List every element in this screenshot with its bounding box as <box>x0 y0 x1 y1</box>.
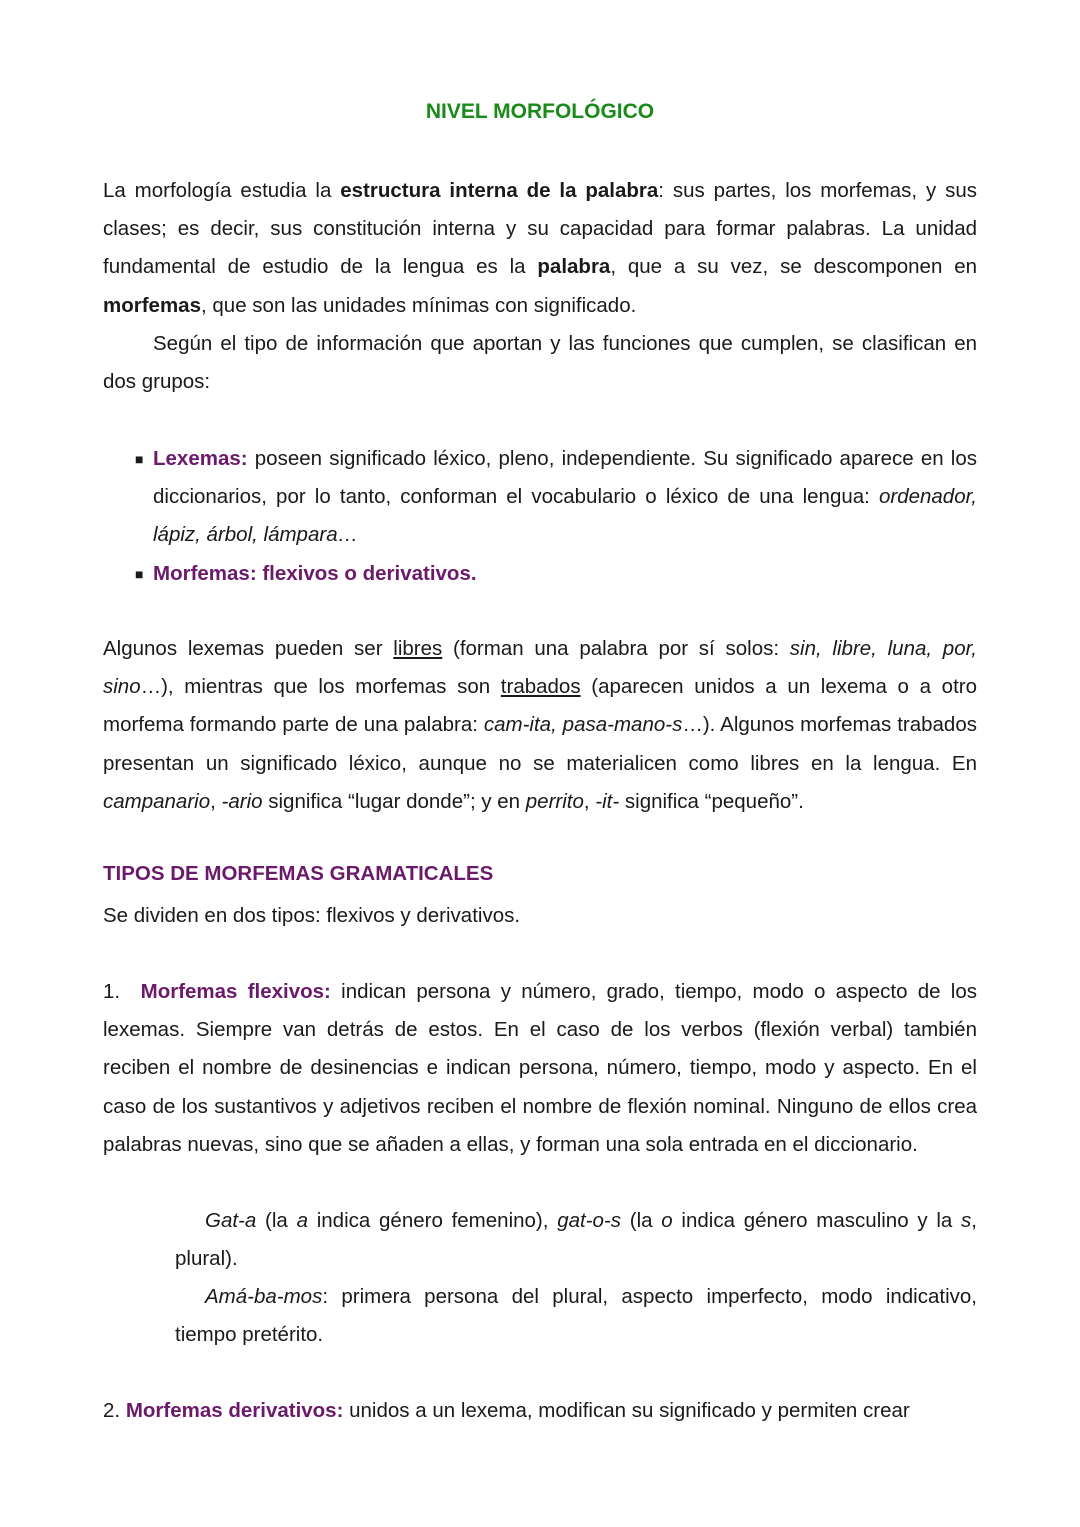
bullet-marker: ■ <box>135 566 144 582</box>
derivative-item: 2. Morfemas derivativos: unidos a un lexema, modifican su significado y permiten crear <box>103 1399 910 1422</box>
bullet-marker: ■ <box>135 451 144 467</box>
flexive-example-2: Amá-ba-mos: primera persona del plural, aspecto imperfecto, modo indicativo, tiempo pretérito. <box>175 1285 977 1347</box>
flexive-item: 1. Morfemas flexivos: indican persona y número, grado, tiempo, modo o aspecto de los lexemas. Siempre van detrás de estos. En el caso de los verbos (flexión verbal) también reciben el nombre de desinencias e indican persona, número, tiempo, modo y aspecto. En el caso de los sustantivos y adjetivos reciben el nombre de flexión nominal. Ninguno de ellos crea palabras nuevas, sino que se añaden a ellas, y forman una sola entrada en el diccionario. <box>103 980 977 1156</box>
types-intro: Se dividen en dos tipos: flexivos y derivativos. <box>103 904 521 927</box>
page-title: NIVEL MORFOLÓGICO <box>425 100 655 123</box>
free-bound-paragraph: Algunos lexemas pueden ser libres (forman una palabra por sí solos: sin, libre, luna, por, sino…), mientras que los morfemas son trabados (aparecen unidos a un lexema o a otro morfema formando parte de una palabra: cam-ita, pasa-mano-s…). Algunos morfemas trabados presentan un significado léxico, aunque no se materialicen como libres en la lengua. En campanario, -ario significa “lugar donde”; y en perrito, -it- significa “pequeño”. <box>103 637 977 813</box>
classify-paragraph: Según el tipo de información que aportan y las funciones que cumplen, se clasifican en dos grupos: <box>103 332 977 394</box>
list-item-morfemas: Morfemas: flexivos o derivativos. <box>153 562 477 585</box>
list-item-lexemas: Lexemas: poseen significado léxico, pleno, independiente. Su significado aparece en los diccionarios, por lo tanto, conforman el vocabulario o léxico de una lengua: ordenador, lápiz, árbol, lámpara… <box>153 447 977 547</box>
section-heading: TIPOS DE MORFEMAS GRAMATICALES <box>103 862 494 885</box>
flexive-example-1: Gat-a (la a indica género femenino), gat-o-s (la o indica género masculino y la s, plural). <box>175 1209 977 1271</box>
intro-paragraph: La morfología estudia la estructura interna de la palabra: sus partes, los morfemas, y sus clases; es decir, sus constitución interna y su capacidad para formar palabras. La unidad fundamental de estudio de la lengua es la palabra, que a su vez, se descomponen en morfemas, que son las unidades mínimas con significado. <box>103 179 978 317</box>
